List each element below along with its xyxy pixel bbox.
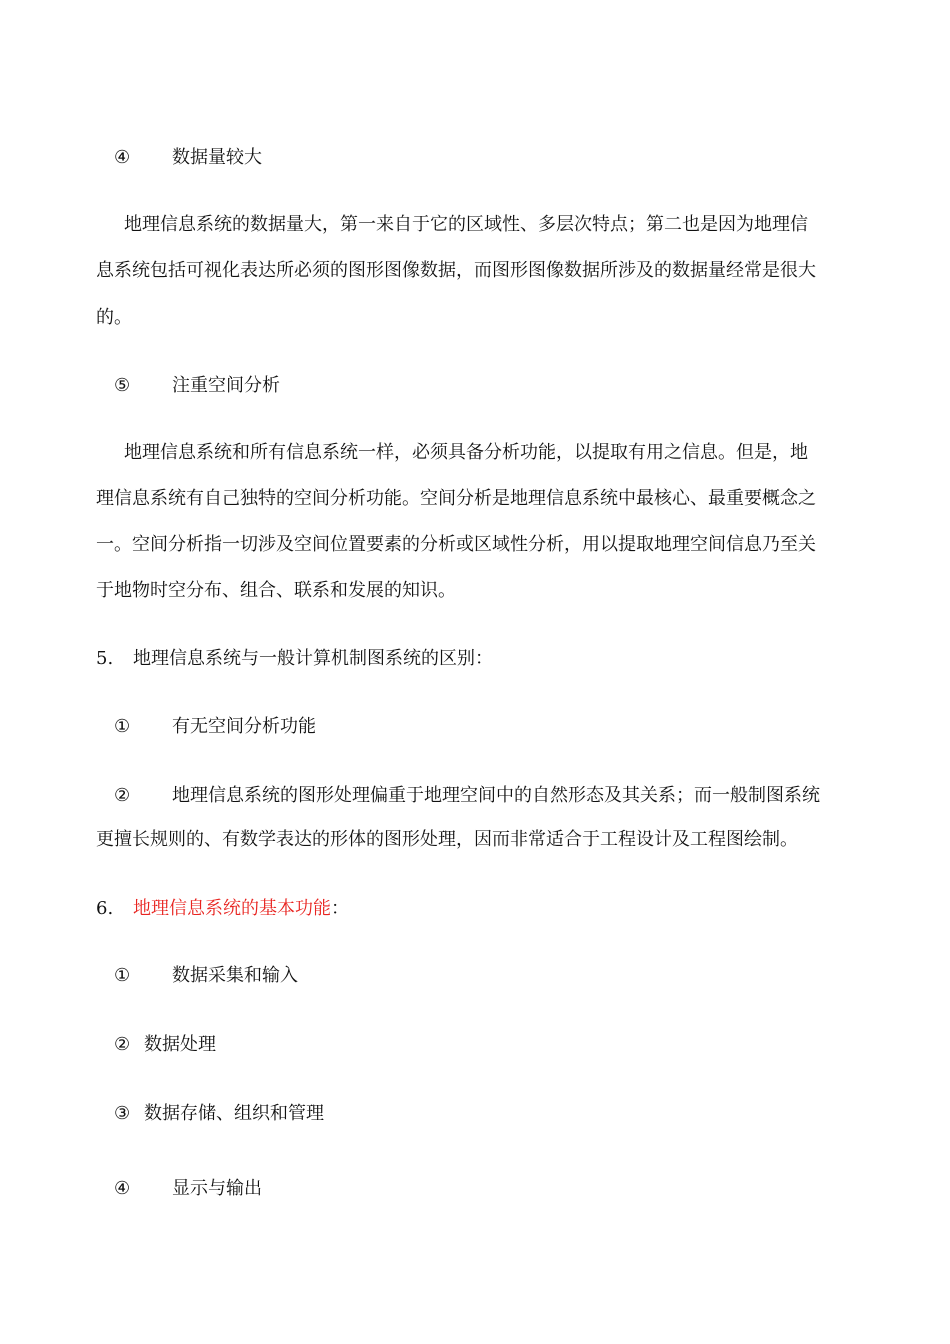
section-heading	[133, 897, 349, 921]
list-marker: ④	[114, 147, 131, 168]
list-item-text: 地理信息系统的图形处理偏重于地理空间中的自然形态及其关系；而一般制图系统	[172, 785, 820, 806]
section-number: 6.	[96, 898, 114, 919]
list-item-text: 数据处理	[144, 1034, 216, 1055]
list-marker: ③	[114, 1103, 131, 1124]
paragraph-line: 理信息系统有自己独特的空间分析功能。空间分析是地理信息系统中最核心、最重要概念之	[96, 488, 816, 509]
list-marker: ⑤	[114, 375, 131, 396]
list-item-text: 数据存储、组织和管理	[144, 1103, 324, 1124]
list-item	[114, 146, 130, 170]
list-marker: ①	[114, 716, 131, 737]
paragraph-line: 于地物时空分布、组合、联系和发展的知识。	[96, 580, 456, 601]
list-item-text: 数据采集和输入	[172, 965, 298, 986]
paragraph-line: 的。	[96, 307, 132, 328]
list-item-text: 有无空间分析功能	[172, 716, 316, 737]
paragraph-line: 一。空间分析指一切涉及空间位置要素的分析或区域性分析，用以提取地理空间信息乃至关	[96, 534, 816, 555]
list-marker: ②	[114, 785, 131, 806]
paragraph-line: 地理信息系统和所有信息系统一样，必须具备分析功能，以提取有用之信息。但是，地	[106, 442, 808, 463]
section-number: 5.	[96, 648, 114, 669]
section-title: 地理信息系统与一般计算机制图系统的区别：	[133, 648, 493, 669]
list-item-text: 显示与输出	[172, 1178, 262, 1199]
list-marker: ④	[114, 1178, 131, 1199]
list-item-text: 注重空间分析	[172, 375, 280, 396]
list-item-text: 数据量较大	[172, 147, 262, 168]
section-title-suffix: ：	[331, 898, 349, 919]
list-marker: ②	[114, 1034, 131, 1055]
section-title: 地理信息系统的基本功能	[133, 898, 331, 919]
list-item-continuation: 更擅长规则的、有数学表达的形体的图形处理，因而非常适合于工程设计及工程图绘制。	[96, 829, 798, 850]
list-marker: ①	[114, 965, 131, 986]
paragraph-line: 息系统包括可视化表达所必须的图形图像数据，而图形图像数据所涉及的数据量经常是很大	[96, 260, 816, 281]
paragraph-line: 地理信息系统的数据量大，第一来自于它的区域性、多层次特点；第二也是因为地理信	[106, 214, 808, 235]
